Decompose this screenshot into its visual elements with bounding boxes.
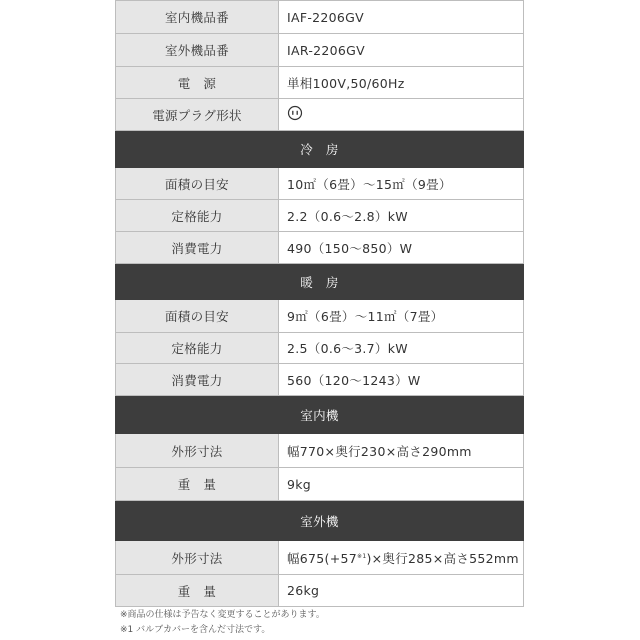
row-label: 重 量 xyxy=(116,575,279,607)
row-label: 重 量 xyxy=(116,468,279,501)
row-value: 2.5（0.6～3.7）kW xyxy=(279,333,524,364)
section-header-outdoor xyxy=(116,501,524,541)
footnotes xyxy=(120,608,325,638)
spec-row-outdoor-model xyxy=(116,34,524,67)
row-value xyxy=(279,99,524,131)
row-value: 560（120～1243）W xyxy=(279,364,524,396)
spec-row-indoor-size xyxy=(116,434,524,468)
spec-row-cooling-capacity xyxy=(116,200,524,232)
row-value: 幅770×奥行230×高さ290mm xyxy=(279,434,524,468)
section-header-heating xyxy=(116,264,524,300)
row-label: 外形寸法 xyxy=(116,541,279,575)
section-header-cooling xyxy=(116,131,524,168)
row-label: 外形寸法 xyxy=(116,434,279,468)
row-value: IAF-2206GV xyxy=(279,1,524,34)
row-label: 定格能力 xyxy=(116,200,279,232)
spec-row-outdoor-weight xyxy=(116,575,524,607)
spec-row-heating-capacity xyxy=(116,333,524,364)
section-title: 室外機 xyxy=(116,501,524,541)
section-title: 室内機 xyxy=(116,396,524,434)
spec-row-power xyxy=(116,67,524,99)
row-label: 電 源 xyxy=(116,67,279,99)
row-value: 490（150～850）W xyxy=(279,232,524,264)
spec-row-indoor-model xyxy=(116,1,524,34)
section-title: 冷 房 xyxy=(116,131,524,168)
row-label: 面積の目安 xyxy=(116,168,279,200)
spec-row-indoor-weight xyxy=(116,468,524,501)
row-label: 電源プラグ形状 xyxy=(116,99,279,131)
row-value: 26kg xyxy=(279,575,524,607)
row-label: 定格能力 xyxy=(116,333,279,364)
spec-table xyxy=(115,0,524,607)
row-label: 室外機品番 xyxy=(116,34,279,67)
size-value-part: )×奥行285×高さ552mm xyxy=(366,550,519,566)
row-label: 面積の目安 xyxy=(116,300,279,333)
spec-row-cooling-area xyxy=(116,168,524,200)
row-value: IAR-2206GV xyxy=(279,34,524,67)
row-label: 消費電力 xyxy=(116,364,279,396)
row-value: 10㎡（6畳）～15㎡（9畳） xyxy=(279,168,524,200)
section-header-indoor xyxy=(116,396,524,434)
row-label: 消費電力 xyxy=(116,232,279,264)
size-value-part: 幅675(+57 xyxy=(287,550,358,566)
row-value: 9㎡（6畳）～11㎡（7畳） xyxy=(279,300,524,333)
spec-row-cooling-power xyxy=(116,232,524,264)
spec-row-heating-power xyxy=(116,364,524,396)
row-label: 室内機品番 xyxy=(116,1,279,34)
footnote: ※商品の仕様は予告なく変更することがあります。 xyxy=(120,610,325,620)
spec-row-plug xyxy=(116,99,524,131)
row-value: 2.2（0.6～2.8）kW xyxy=(279,200,524,232)
row-value: 9kg xyxy=(279,468,524,501)
outlet-plug-icon xyxy=(287,105,303,124)
row-value xyxy=(279,541,524,575)
spec-row-heating-area xyxy=(116,300,524,333)
row-value: 単相100V,50/60Hz xyxy=(279,67,524,99)
footnote: ※1 バルブカバーを含んだ寸法です。 xyxy=(120,625,271,635)
section-title: 暖 房 xyxy=(116,264,524,300)
footnote-marker: ※1 xyxy=(357,552,367,560)
spec-row-outdoor-size xyxy=(116,541,524,575)
